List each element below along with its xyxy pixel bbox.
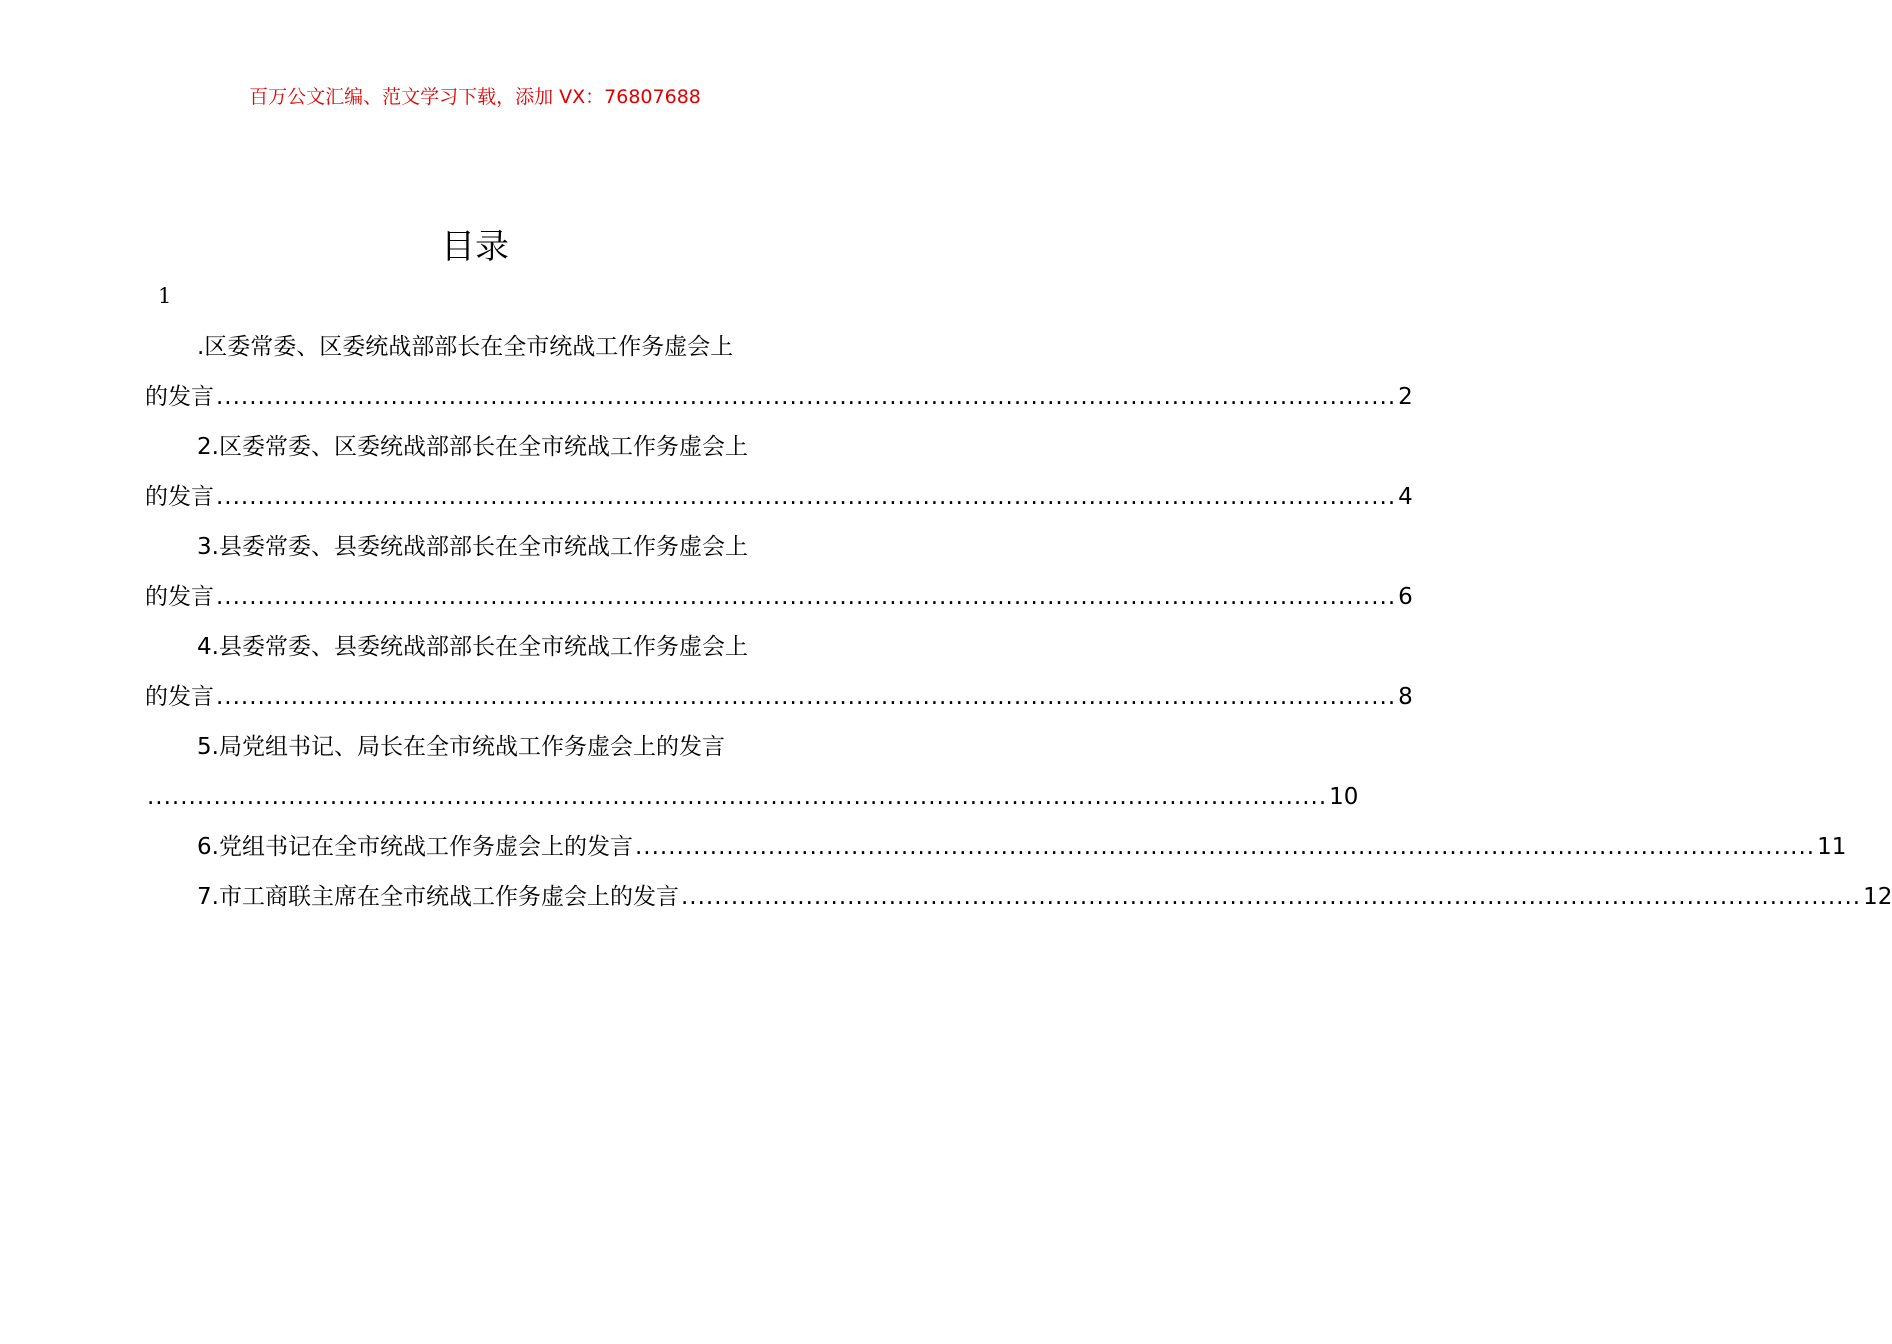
toc-page-number: 2 [1398, 384, 1413, 410]
toc-entry[interactable] [145, 722, 1359, 822]
toc-page-number: 4 [1398, 484, 1413, 510]
table-of-contents [145, 322, 1892, 922]
toc-leader-dots: .............................................................................................................................................. [216, 684, 1397, 710]
toc-entry[interactable] [145, 822, 1847, 872]
toc-leader-dots: .............................................................................................................................................. [216, 484, 1397, 510]
toc-entry-leader-line [145, 772, 1359, 822]
orphan-entry-number: 1 [158, 284, 172, 308]
toc-leader-dots: .............................................................................................................................................. [680, 884, 1862, 910]
toc-entry-title-line [145, 722, 806, 772]
toc-page-number: 8 [1398, 684, 1413, 710]
toc-entry-title: 4.县委常委、县委统战部部长在全市统战工作务虚会上 [197, 634, 748, 660]
toc-entry[interactable] [145, 522, 1413, 622]
toc-page-number: 6 [1398, 584, 1413, 610]
header-watermark-note: 百万公文汇编、范文学习下载，添加 VX：76807688 [249, 86, 701, 108]
toc-entry-leader-line [145, 672, 1413, 722]
toc-page-number: 11 [1817, 834, 1847, 860]
toc-entry-title-continued: 的发言 [145, 584, 214, 610]
toc-entry-title-line [145, 322, 806, 372]
toc-entry-leader-line [145, 872, 1892, 922]
toc-leader-dots: .............................................................................................................................................. [216, 384, 1397, 410]
toc-entry-leader-line [145, 372, 1413, 422]
toc-entry-leader-line [145, 472, 1413, 522]
toc-entry-title: .区委常委、区委统战部部长在全市统战工作务虚会上 [197, 334, 734, 360]
toc-entry-title-continued: 的发言 [145, 484, 214, 510]
toc-entry-title-line [145, 622, 806, 672]
toc-leader-dots: .............................................................................................................................................. [216, 584, 1397, 610]
toc-entry-title: 5.局党组书记、局长在全市统战工作务虚会上的发言 [197, 734, 725, 760]
toc-entry-title: 3.县委常委、县委统战部部长在全市统战工作务虚会上 [197, 534, 748, 560]
toc-entry-title: 7.市工商联主席在全市统战工作务虚会上的发言 [197, 884, 679, 910]
toc-leader-dots: .............................................................................................................................................. [147, 784, 1328, 810]
toc-entry-title-line [145, 522, 806, 572]
toc-entry-title: 6.党组书记在全市统战工作务虚会上的发言 [197, 834, 633, 860]
toc-page-number: 10 [1329, 784, 1359, 810]
toc-entry[interactable] [145, 322, 1413, 422]
toc-entry-title-continued: 的发言 [145, 684, 214, 710]
toc-title: 目录 [441, 227, 509, 267]
toc-entry-title-line [145, 422, 806, 472]
toc-entry-title: 2.区委常委、区委统战部部长在全市统战工作务虚会上 [197, 434, 748, 460]
toc-leader-dots: .............................................................................................................................................. [634, 834, 1816, 860]
toc-page-number: 12 [1863, 884, 1892, 910]
toc-entry-leader-line [145, 572, 1413, 622]
toc-entry[interactable] [145, 872, 1892, 922]
toc-entry[interactable] [145, 422, 1413, 522]
toc-entry[interactable] [145, 622, 1413, 722]
toc-entry-leader-line [145, 822, 1847, 872]
toc-entry-title-continued: 的发言 [145, 384, 214, 410]
